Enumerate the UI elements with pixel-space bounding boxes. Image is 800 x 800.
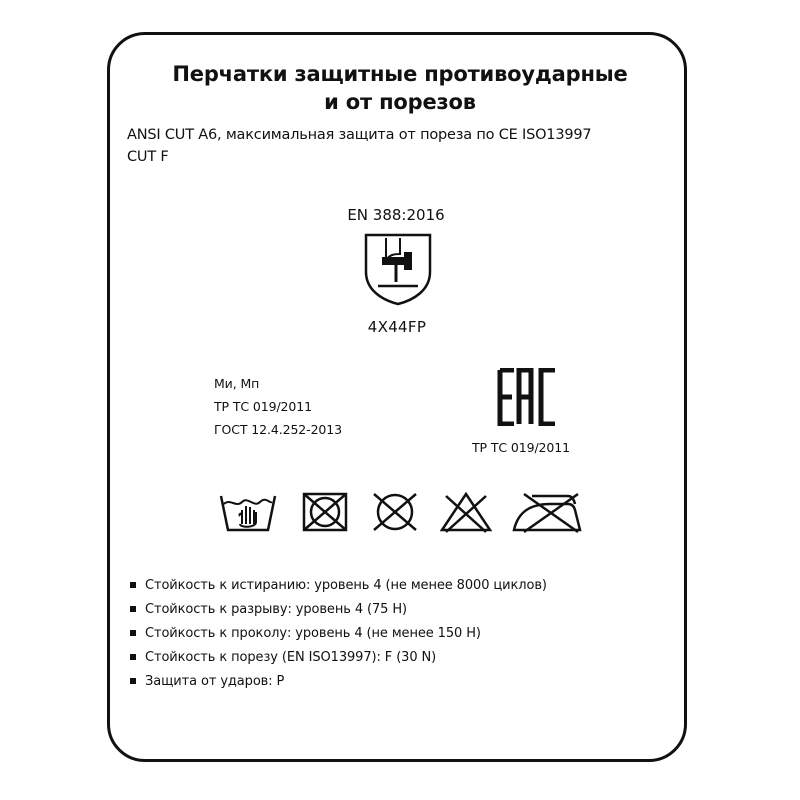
standard-code: Ми, Мп [214,376,260,391]
standard-code: ГОСТ 12.4.252-2013 [214,422,342,437]
hand-wash-icon [221,496,275,530]
do-not-dry-clean-icon [368,490,422,534]
care-symbols [218,490,278,534]
standards-list [214,372,342,441]
standard-code: ТР ТС 019/2011 [214,399,312,414]
bullet-icon [130,630,136,636]
product-title [0,60,800,116]
en388-code: 4X44FP [367,318,427,336]
do-not-iron-icon [510,490,586,534]
title-line-1: Перчатки защитные противоударные [172,62,628,86]
shield-hand-hammer-icon [362,232,434,306]
title-line-2: и от порезов [324,90,476,114]
list-item [128,646,547,670]
en388-standard: EN 388:2016 [347,206,445,224]
product-subtitle [127,124,687,168]
property-text: Стойкость к проколу: уровень 4 (не менее 150 Н) [145,626,481,641]
property-text: Защита от ударов: P [145,674,285,689]
property-text: Стойкость к порезу (EN ISO13997): F (30 N) [145,650,437,665]
eac-mark-icon [497,368,559,426]
bullet-icon [130,582,136,588]
list-item [128,574,547,598]
property-text: Стойкость к разрыву: уровень 4 (75 Н) [145,602,408,617]
subtitle-line-1: ANSI CUT A6, максимальная защита от пореза по CE ISO13997 [127,127,592,143]
do-not-tumble-dry-icon [300,490,350,534]
eac-caption: ТР ТС 019/2011 [472,440,570,455]
subtitle-line-2: CUT F [127,149,169,165]
bullet-icon [130,654,136,660]
properties-list [128,574,547,694]
list-item [128,598,547,622]
do-not-bleach-icon [438,490,494,534]
property-text: Стойкость к истиранию: уровень 4 (не менее 8000 циклов) [145,578,547,593]
bullet-icon [130,606,136,612]
list-item [128,670,547,694]
bullet-icon [130,678,136,684]
list-item [128,622,547,646]
